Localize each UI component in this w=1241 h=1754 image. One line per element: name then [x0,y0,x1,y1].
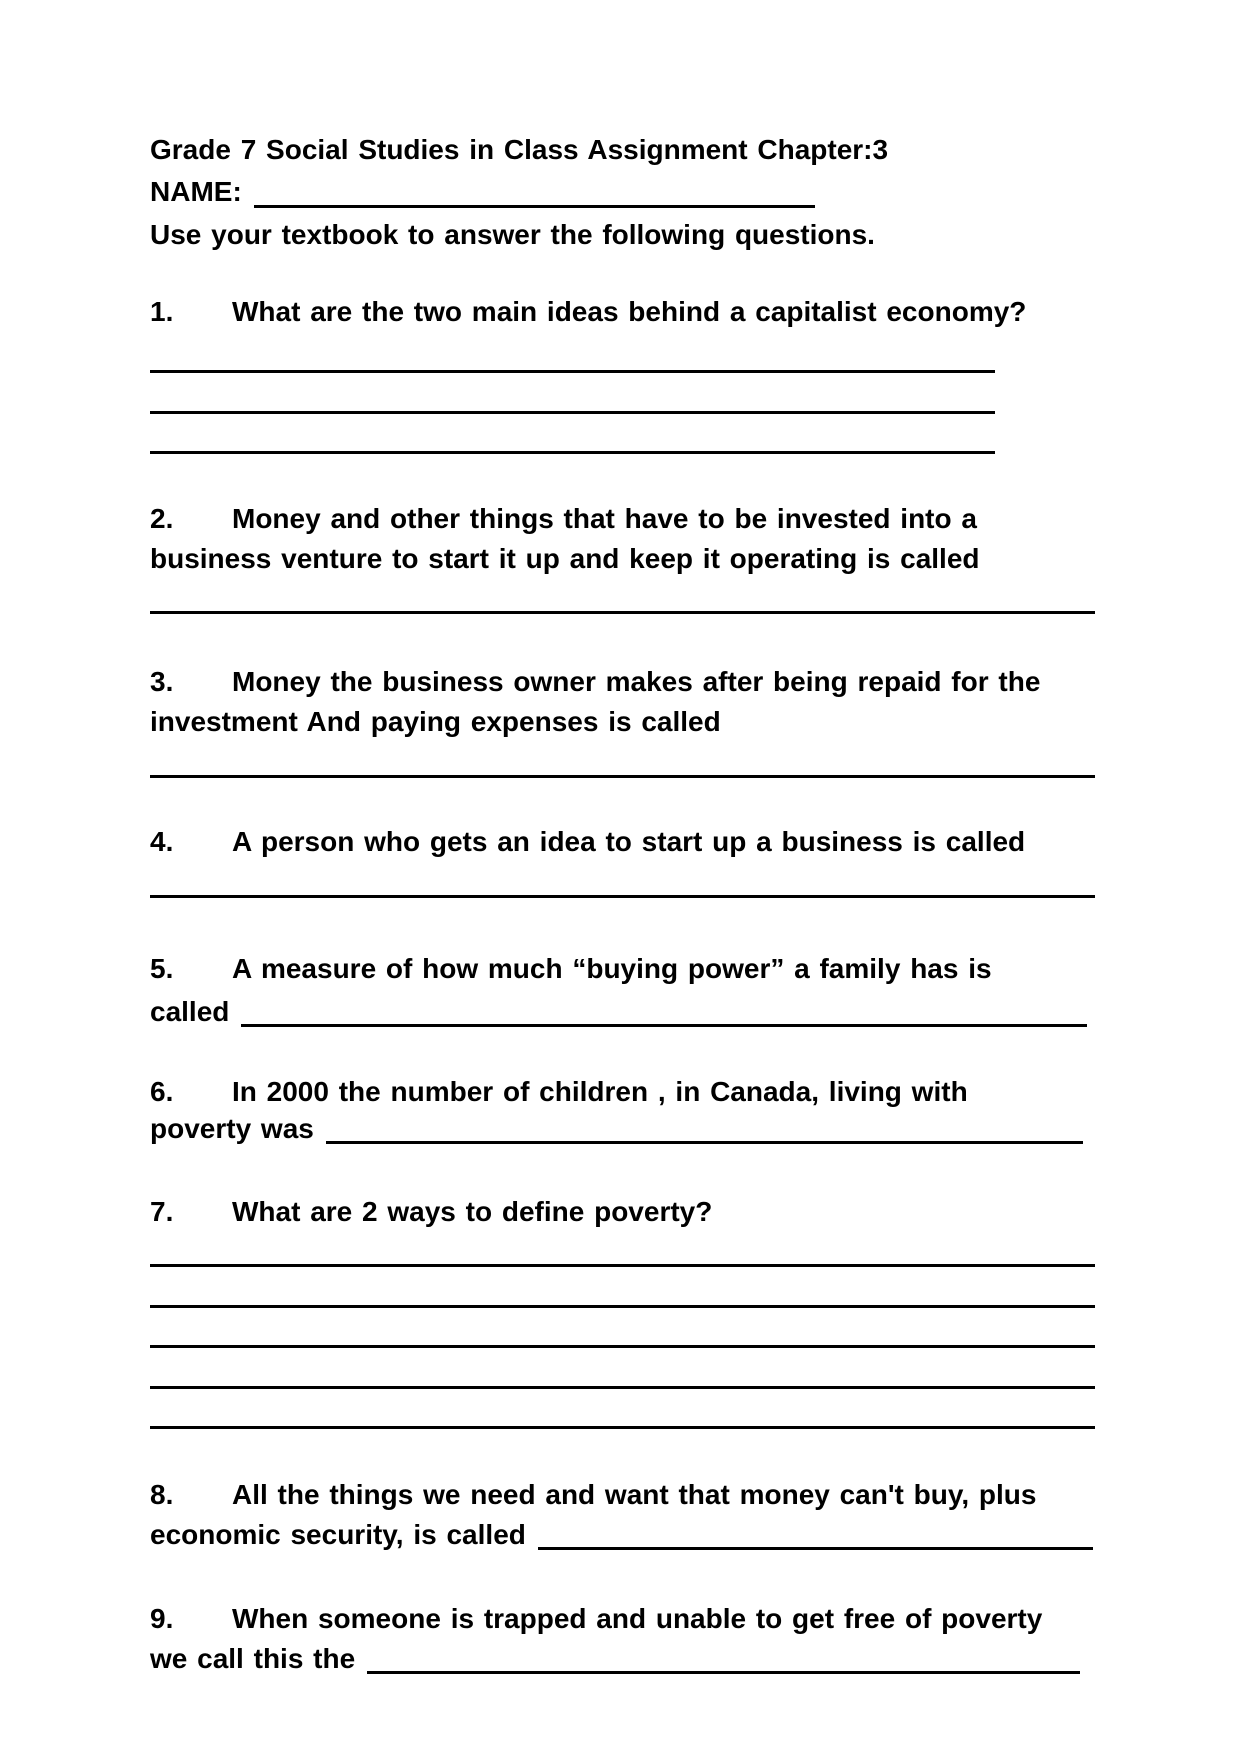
question-6-line2-prefix: poverty was [150,1113,314,1144]
answer-blank-q6 [326,1109,1083,1144]
question-9-line2-row [150,1639,1080,1679]
question-5-line2-prefix: called [150,996,230,1027]
question-8-number: 8. [150,1479,174,1510]
name-label: NAME: [150,176,242,207]
question-6-text [150,1072,968,1112]
answer-line-q7-4 [150,1386,1095,1389]
question-6-line1: In 2000 the number of children , in Canada, living with [232,1076,968,1107]
question-4-number: 4. [150,826,174,857]
question-2-text [150,499,977,539]
answer-blank-q9 [367,1639,1080,1674]
question-3-line1: Money the business owner makes after being repaid for the [232,666,1041,697]
question-5-number: 5. [150,953,174,984]
question-1-text [150,292,1026,332]
question-9-line1: When someone is trapped and unable to get free of poverty [232,1603,1043,1634]
question-7-line1: What are 2 ways to define poverty? [232,1196,713,1227]
question-3-number: 3. [150,666,174,697]
answer-line-q3-1 [150,775,1095,778]
question-8-line2-row [150,1515,1093,1555]
answer-line-q7-2 [150,1305,1095,1308]
question-3-text [150,662,1040,702]
question-5-line2-row [150,992,1087,1032]
question-8-line1: All the things we need and want that money can't buy, plus [232,1479,1037,1510]
question-7-number: 7. [150,1196,174,1227]
question-8-line2-prefix: economic security, is called [150,1519,526,1550]
question-3-line2: investment And paying expenses is called [150,706,721,737]
question-8-text [150,1475,1036,1515]
question-6-number: 6. [150,1076,174,1107]
question-2-number: 2. [150,503,174,534]
question-6-line2-row [150,1109,1083,1149]
question-9-text [150,1599,1042,1639]
question-1-line1: What are the two main ideas behind a capitalist economy? [232,296,1027,327]
question-1-number: 1. [150,296,174,327]
question-4-text [150,822,1025,862]
question-4-line1: A person who gets an idea to start up a business is called [232,826,1026,857]
question-5-line1: A measure of how much “buying power” a family has is [232,953,992,984]
instructions-text: Use your textbook to answer the following questions. [150,219,875,250]
answer-blank-q8 [538,1515,1093,1550]
question-5-text [150,949,992,989]
answer-line-q7-5 [150,1426,1095,1429]
answer-line-q4-1 [150,895,1095,898]
answer-line-q7-1 [150,1264,1095,1267]
answer-line-q1-3 [150,451,995,454]
answer-line-q1-1 [150,370,995,373]
answer-line-q7-3 [150,1345,1095,1348]
name-row [150,172,815,212]
question-2-line2: business venture to start it up and keep it operating is called [150,543,980,574]
answer-line-q1-2 [150,411,995,414]
question-9-number: 9. [150,1603,174,1634]
page-title: Grade 7 Social Studies in Class Assignment Chapter:3 [150,134,889,165]
answer-blank-q5 [241,992,1087,1027]
question-9-line2-prefix: we call this the [150,1643,356,1674]
question-2-line1: Money and other things that have to be invested into a [232,503,977,534]
question-7-text [150,1192,712,1232]
answer-line-q2-1 [150,611,1095,614]
name-blank-line [254,172,815,208]
